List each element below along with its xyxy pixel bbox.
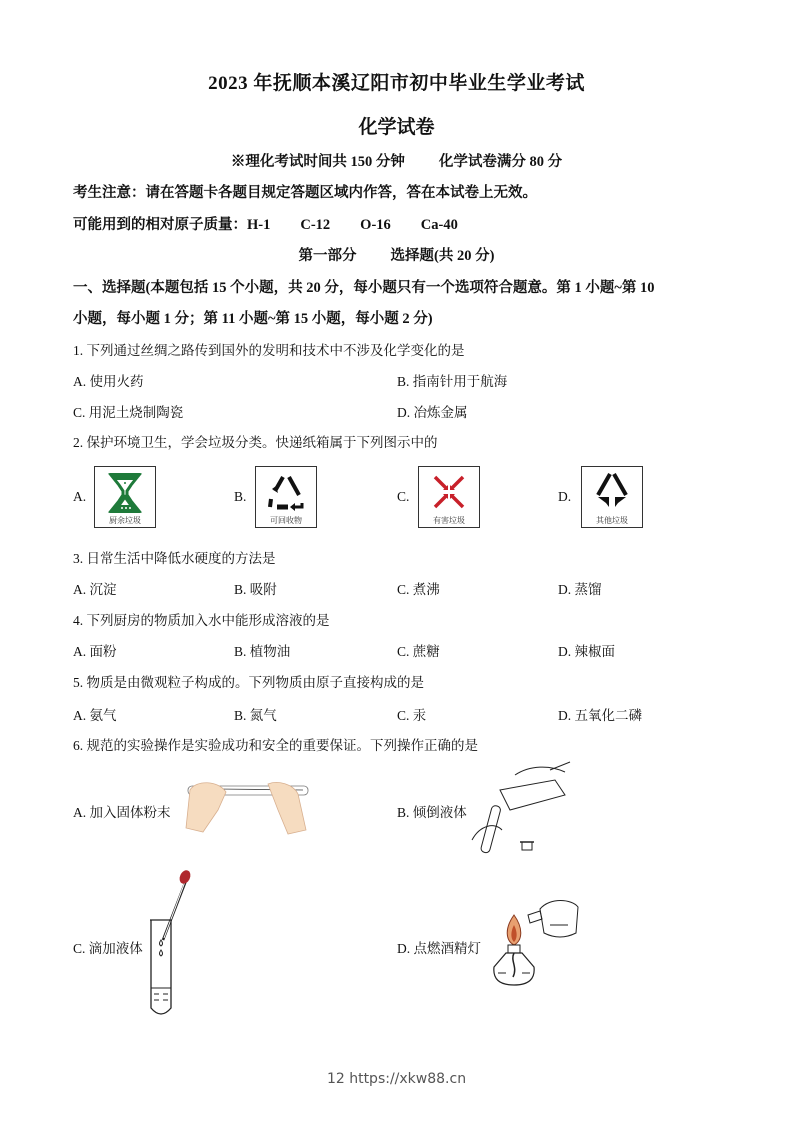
question-2-option-d-letter: D. bbox=[558, 489, 572, 504]
question-2-stem: 2. 保护环境卫生，学会垃圾分类。快递纸箱属于下列图示中的 bbox=[73, 435, 438, 450]
score-note: 化学试卷满分 80 分 bbox=[438, 154, 563, 170]
question-1-option-c: C. 用泥土烧制陶瓷 bbox=[73, 405, 184, 420]
question-4-option-b: B. 植物油 bbox=[234, 644, 291, 659]
question-6-option-a: A. 加入固体粉末 bbox=[73, 805, 171, 820]
kitchen-waste-caption: 厨余垃圾 bbox=[109, 516, 141, 525]
atomic-mass-c: C-12 bbox=[300, 217, 331, 233]
question-3-option-a: A. 沉淀 bbox=[73, 582, 117, 597]
atomic-mass-label: 可能用到的相对原子质量： bbox=[73, 217, 247, 233]
time-note: ※理化考试时间共 150 分钟 bbox=[230, 154, 405, 170]
question-6-stem: 6. 规范的实验操作是实验成功和安全的重要保证。下列操作正确的是 bbox=[73, 738, 478, 753]
hazardous-waste-icon bbox=[429, 471, 469, 515]
part-name: 第一部分 bbox=[298, 248, 357, 264]
question-3-option-d: D. 蒸馏 bbox=[558, 582, 602, 597]
question-5-option-d: D. 五氧化二磷 bbox=[558, 708, 642, 723]
exam-meta bbox=[0, 150, 793, 171]
part-heading bbox=[0, 244, 793, 265]
atomic-mass-h: H-1 bbox=[247, 217, 271, 233]
kitchen-waste-bin-sign bbox=[94, 466, 156, 528]
question-4-option-d: D. 辣椒面 bbox=[558, 644, 615, 659]
part-title: 选择题(共 20 分) bbox=[390, 248, 495, 264]
question-4-option-a: A. 面粉 bbox=[73, 644, 117, 659]
exam-notice: 考生注意：请在答题卡各题目规定答题区域内作答，答在本试卷上无效。 bbox=[73, 185, 537, 201]
adding-solid-powder-illustration bbox=[178, 780, 313, 840]
recyclable-caption: 可回收物 bbox=[270, 516, 302, 525]
section-instructions-line2: 小题，每小题 1 分；第 11 小题~第 15 小题，每小题 2 分) bbox=[73, 311, 433, 327]
hazardous-waste-bin-sign bbox=[418, 466, 480, 528]
question-3-option-b: B. 吸附 bbox=[234, 582, 277, 597]
question-4-option-c: C. 蔗糖 bbox=[397, 644, 440, 659]
question-1-option-b: B. 指南针用于航海 bbox=[397, 374, 508, 389]
question-1-option-a: A. 使用火药 bbox=[73, 374, 144, 389]
recyclable-icon bbox=[266, 471, 306, 515]
hazardous-waste-caption: 有害垃圾 bbox=[433, 516, 465, 525]
question-4-stem: 4. 下列厨房的物质加入水中能形成溶液的是 bbox=[73, 613, 330, 628]
page-footer: 12 https://xkw88.cn bbox=[326, 1071, 467, 1087]
atomic-mass-ca: Ca-40 bbox=[420, 217, 458, 233]
question-1-stem: 1. 下列通过丝绸之路传到国外的发明和技术中不涉及化学变化的是 bbox=[73, 343, 465, 358]
question-6-option-c: C. 滴加液体 bbox=[73, 941, 143, 956]
question-2-option-b-letter: B. bbox=[234, 489, 247, 504]
question-5-option-a: A. 氨气 bbox=[73, 708, 117, 723]
question-1-option-d: D. 冶炼金属 bbox=[397, 405, 468, 420]
atomic-mass-line bbox=[73, 213, 458, 234]
section-instructions-line1: 一、选择题(本题包括 15 个小题，共 20 分，每小题只有一个选项符合题意。第 1 小题~第 10 bbox=[73, 280, 655, 296]
question-3-stem: 3. 日常生活中降低水硬度的方法是 bbox=[73, 551, 276, 566]
question-6-option-d: D. 点燃酒精灯 bbox=[397, 941, 481, 956]
question-5-stem: 5. 物质是由微观粒子构成的。下列物质由原子直接构成的是 bbox=[73, 675, 424, 690]
other-waste-icon bbox=[592, 471, 632, 515]
recyclable-bin-sign bbox=[255, 466, 317, 528]
atomic-mass-o: O-16 bbox=[360, 217, 391, 233]
lighting-alcohol-lamp-illustration bbox=[480, 897, 590, 993]
question-2-option-c-letter: C. bbox=[397, 489, 410, 504]
dropping-liquid-illustration bbox=[145, 868, 195, 1020]
other-waste-bin-sign bbox=[581, 466, 643, 528]
exam-title: 2023 年抚顺本溪辽阳市初中毕业生学业考试 bbox=[208, 73, 585, 94]
question-5-option-b: B. 氮气 bbox=[234, 708, 277, 723]
kitchen-waste-icon bbox=[105, 471, 145, 515]
question-2-option-a-letter: A. bbox=[73, 489, 87, 504]
exam-subtitle: 化学试卷 bbox=[358, 117, 435, 138]
question-5-option-c: C. 汞 bbox=[397, 708, 427, 723]
question-6-option-b: B. 倾倒液体 bbox=[397, 805, 467, 820]
pouring-liquid-illustration bbox=[470, 760, 580, 860]
question-3-option-c: C. 煮沸 bbox=[397, 582, 440, 597]
other-waste-caption: 其他垃圾 bbox=[596, 516, 628, 525]
